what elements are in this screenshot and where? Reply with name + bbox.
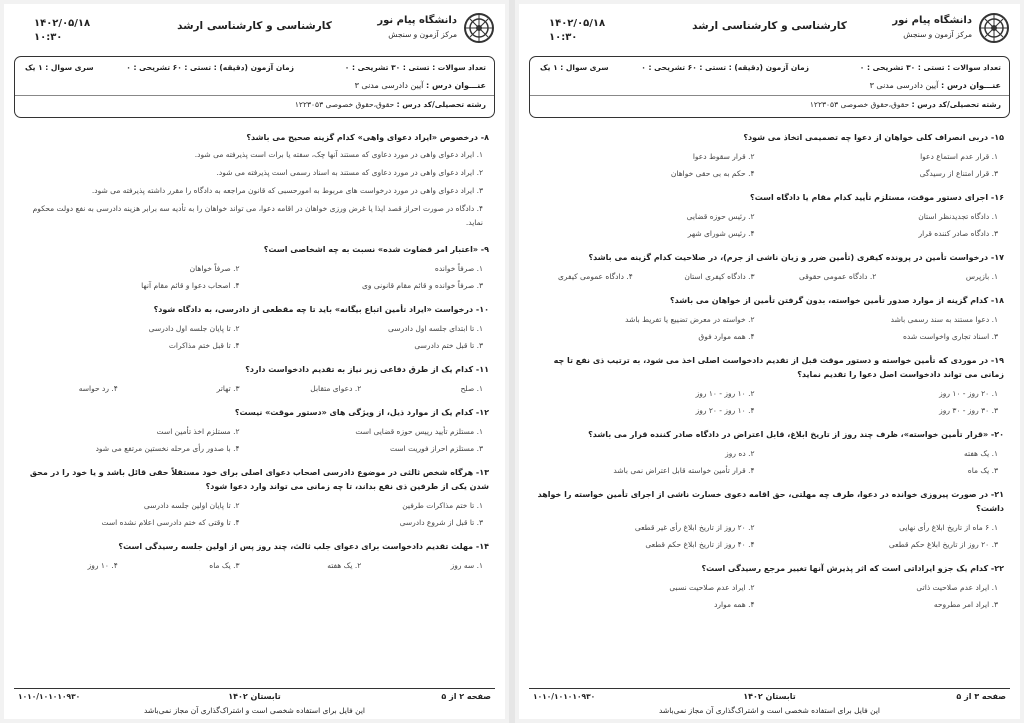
question-item: [18, 466, 491, 531]
field-value: حقوق،حقوق خصوصی ۱۲۲۳۰۵۳: [809, 100, 910, 109]
answer-option: ۲. ایراد عدم صلاحیت نسبی: [669, 583, 755, 592]
question-item: [533, 428, 1006, 479]
field-of-study: [295, 100, 486, 109]
answer-option: ۴. قرار تأمین خواسته قابل اعتراض نمی باشد: [613, 466, 755, 475]
course-title: [870, 81, 1001, 90]
options-group: [18, 557, 491, 574]
options-group: [18, 320, 491, 354]
question-list: [533, 122, 1006, 682]
field-value: حقوق،حقوق خصوصی ۱۲۲۳۰۵۳: [294, 100, 395, 109]
question-item: [533, 488, 1006, 553]
question-list: [18, 122, 491, 682]
course-label: عنـــوان درس :: [940, 81, 1001, 90]
options-group: [533, 385, 1006, 419]
page-footer: [14, 688, 495, 704]
exam-title: کارشناسی و کارشناسی ارشد: [692, 20, 847, 32]
answer-option: ۴. رد حواسه: [78, 384, 118, 393]
usage-note: این فایل برای استفاده شخصی است و اشتراک‌گذاری آن مجاز نمی‌باشد: [658, 706, 881, 715]
question-item: [18, 406, 491, 457]
answer-option: ۴. با صدور رأی مرحله نخستین مرتفع می شود: [95, 444, 240, 453]
semester: تابستان ۱۴۰۲: [743, 692, 796, 701]
question-item: [533, 562, 1006, 613]
question-item: [18, 363, 491, 397]
options-group: [533, 579, 1006, 613]
answer-option: ۴. حکم به بی حقی خواهان: [670, 169, 755, 178]
answer-option: ۲. قرار سقوط دعوا: [692, 152, 755, 161]
answer-option: ۲. رئیس حوزه قضایی: [686, 212, 755, 221]
question-series: سری سوال : ۱ یک: [540, 63, 609, 72]
answer-option: ۳. تا قبل از شروع دادرسی: [399, 518, 483, 527]
exam-duration: زمان آزمون (دقیقه) : تستی : ۶۰ تشریحی : ۰: [126, 63, 294, 72]
options-group: [18, 380, 491, 397]
question-item: [533, 191, 1006, 242]
answer-option: ۳. دادگاه صادر کننده قرار: [918, 229, 998, 238]
options-group: [18, 260, 491, 294]
question-item: [18, 131, 491, 234]
question-counts: تعداد سوالات : تستی : ۳۰ تشریحی : ۰: [344, 63, 486, 72]
field-label: رشته تحصیلی/کد درس :: [911, 100, 1001, 109]
page-number: صفحه ۲ از ۵: [441, 692, 491, 701]
answer-option: ۳. ایراد دعوای واهی در مورد درخواست های مربوط به امورحسبی که قانون مراجعه به دادگاه را مقرر داشته پذیرفته می شود.: [91, 186, 483, 195]
page-header: [14, 10, 495, 50]
answer-option: ۴. دادگاه در صورت احراز قصد ایذا یا غرض ورزی خواهان در اقامه دعوا، می تواند خواهان را به تأدیه سه برابر هزینه دادرسی به نفع دولت محکوم نماید.: [32, 204, 483, 227]
course-label: عنـــوان درس :: [425, 81, 486, 90]
answer-option: ۳. یک ماه: [209, 561, 240, 570]
question-text: ۱۱- کدام یک از طرق دفاعی زیر نیاز به تقدیم دادخواست دارد؟: [245, 365, 489, 374]
answer-option: ۳. اسناد تجاری واخواست شده: [902, 332, 998, 341]
answer-option: ۱. یک هفته: [963, 449, 998, 458]
field-label: رشته تحصیلی/کد درس :: [396, 100, 486, 109]
answer-option: ۳. صرفاً خوانده و قائم مقام قانونی وی: [361, 281, 483, 290]
question-series: سری سوال : ۱ یک: [25, 63, 94, 72]
options-group: [18, 148, 491, 234]
course-value: آیین دادرسی مدنی ۳: [869, 81, 939, 90]
answer-option: ۱. دادگاه تجدیدنظر استان: [918, 212, 998, 221]
exam-time: ۱۰:۳۰: [34, 32, 63, 43]
question-text: ۱۲- کدام یک از موارد ذیل، از ویژگی های «دستور موقت» نیست؟: [234, 408, 489, 417]
semester: تابستان ۱۴۰۲: [228, 692, 281, 701]
answer-option: ۴. رئیس شورای شهر: [687, 229, 755, 238]
page-footer: [529, 688, 1010, 704]
exam-duration: زمان آزمون (دقیقه) : تستی : ۶۰ تشریحی : ۰: [641, 63, 809, 72]
answer-option: ۳. یک ماه: [967, 466, 998, 475]
answer-option: ۴. ۱۰ روز: [87, 561, 118, 570]
answer-option: ۱. دعوا مستند به سند رسمی باشد: [890, 315, 998, 324]
answer-option: ۲. یک هفته: [327, 561, 362, 570]
info-divider: [15, 95, 494, 96]
answer-option: ۴. تا وقتی که ختم دادرسی اعلام نشده است: [101, 518, 240, 527]
question-text: ۲۲- کدام یک جزو ایراداتی است که اثر پذیرش آنها تغییر مرجع رسیدگی است؟: [701, 564, 1004, 573]
exam-date: ۱۴۰۲/۰۵/۱۸: [549, 18, 606, 29]
page-gap: [509, 0, 515, 723]
answer-option: ۳. تهاتر: [216, 384, 240, 393]
answer-option: ۲. تا پایان اولین جلسه دادرسی: [143, 501, 240, 510]
answer-option: ۴. اصحاب دعوا و قائم مقام آنها: [141, 281, 240, 290]
answer-option: ۲. ۲۰ روز از تاریخ ابلاغ رأی غیر قطعی: [634, 523, 755, 532]
answer-option: ۲. تا پایان جلسه اول دادرسی: [148, 324, 240, 333]
answer-option: ۲. خواسته در معرض تضییع یا تفریط باشد: [625, 315, 755, 324]
exam-page-2: [4, 4, 505, 719]
question-item: [18, 243, 491, 294]
answer-option: ۱. صرفاً خوانده: [434, 264, 483, 273]
usage-note: این فایل برای استفاده شخصی است و اشتراک‌گذاری آن مجاز نمی‌باشد: [143, 706, 366, 715]
question-text: ۲۱- در صورت پیروزی خوانده در دعوا، طرف چه مهلتی، حق اقامه دعوی خسارت ناشی از اجرای تأمین خواسته را خواهد داشت؟: [537, 490, 1004, 513]
options-group: [533, 148, 1006, 182]
answer-option: ۴. همه موارد فوق: [698, 332, 755, 341]
answer-option: ۱. ۶ ماه از تاریخ ابلاغ رأی نهایی: [899, 523, 998, 532]
exam-page-3: [519, 4, 1020, 719]
university-name: دانشگاه پیام نور: [892, 15, 972, 26]
answer-option: ۱. بازپرس: [965, 272, 998, 281]
options-group: [533, 445, 1006, 479]
options-group: [18, 423, 491, 457]
question-text: ۱۸- کدام گزینه از موارد صدور تأمین خواسته، بدون گرفتن تأمین از خواهان می باشد؟: [670, 296, 1004, 305]
options-group: [533, 311, 1006, 345]
answer-option: ۲. ده روز: [725, 449, 755, 458]
answer-option: ۲. صرفاً خواهان: [189, 264, 240, 273]
answer-option: ۴. دادگاه عمومی کیفری: [558, 272, 633, 281]
question-text: ۱۵- دربی انصراف کلی خواهان از دعوا چه تصمیمی اتخاذ می شود؟: [743, 133, 1004, 142]
info-divider: [530, 95, 1009, 96]
answer-option: ۱. ۲۰ روز - ۱۰ روز: [939, 389, 998, 398]
center-name: مرکز آزمون و سنجش: [388, 30, 457, 39]
field-of-study: [810, 100, 1001, 109]
options-group: [533, 519, 1006, 553]
question-text: ۱۴- مهلت تقدیم دادخواست برای دعوای جلب ثالث، چند روز پس از اولین جلسه رسیدگی است؟: [118, 542, 489, 551]
exam-info-box: [14, 56, 495, 118]
question-text: ۸- درخصوص «ایراد دعوای واهی» کدام گزینه صحیح می باشد؟: [246, 133, 489, 142]
question-text: ۲۰- «قرار تأمین خواسته»، ظرف چند روز از تاریخ ابلاغ، قابل اعتراض در دادگاه صادر کننده قرار می باشد؟: [588, 430, 1004, 439]
answer-option: ۲. دادگاه عمومی حقوقی: [799, 272, 877, 281]
options-group: [533, 208, 1006, 242]
center-name: مرکز آزمون و سنجش: [903, 30, 972, 39]
page-code: ۱۰۱۰/۱۰۱۰۱۰۹۳۰: [533, 692, 596, 701]
page-number: صفحه ۳ از ۵: [956, 692, 1006, 701]
answer-option: ۳. ۲۰ روز از تاریخ ابلاغ حکم قطعی: [888, 540, 998, 549]
question-item: [18, 540, 491, 574]
answer-option: ۱. ایراد عدم صلاحیت ذاتی: [916, 583, 998, 592]
options-group: [533, 268, 1006, 285]
question-text: ۱۹- در موردی که تأمین خواسته و دستور موقت قبل از تقدیم دادخواست اصلی اخذ می شود، به ترتیب ذی نفع تا چه زمانی می تواند دادخواست اصل دعوا را تقدیم نماید؟: [553, 356, 1004, 379]
question-text: ۹- «اعتبار امر قضاوت شده» نسبت به چه اشخاصی است؟: [263, 245, 489, 254]
answer-option: ۳. ۳۰ روز - ۳۰ روز: [939, 406, 998, 415]
course-title: [355, 81, 486, 90]
question-counts: تعداد سوالات : تستی : ۳۰ تشریحی : ۰: [859, 63, 1001, 72]
answer-option: ۳. مستلزم احراز فوریت است: [389, 444, 483, 453]
answer-option: ۱. ایراد دعوای واهی در مورد دعاوی که مستند آنها چک، سفته یا برات است پذیرفته می شود.: [194, 150, 483, 159]
answer-option: ۲. دعوای متقابل: [310, 384, 362, 393]
answer-option: ۴. ۱۰ روز - ۲۰ روز: [695, 406, 755, 415]
page-header: [529, 10, 1010, 50]
question-text: ۱۷- درخواست تأمین در پرونده کیفری (تأمین ضرر و زیان ناشی از جرم)، در صلاحیت کدام گزینه می باشد؟: [588, 253, 1004, 262]
question-item: [533, 354, 1006, 419]
page-code: ۱۰۱۰/۱۰۱۰۱۰۹۳۰: [18, 692, 81, 701]
question-text: ۱۶- اجرای دستور موقت، مستلزم تأیید کدام مقام یا دادگاه است؟: [750, 193, 1004, 202]
question-item: [18, 303, 491, 354]
question-item: [533, 131, 1006, 182]
exam-time: ۱۰:۳۰: [549, 32, 578, 43]
answer-option: ۲. مستلزم اخذ تأمین است: [156, 427, 240, 436]
answer-option: ۳. ایراد امر مطروحه: [933, 600, 998, 609]
answer-option: ۱. مستلزم تأیید رییس حوزه قضایی است: [355, 427, 483, 436]
answer-option: ۳. تا قبل ختم دادرسی: [414, 341, 483, 350]
answer-option: ۱. قرار عدم استماع دعوا: [920, 152, 998, 161]
answer-option: ۱. سه روز: [450, 561, 483, 570]
answer-option: ۲. ایراد دعوای واهی در مورد دعاوی که مستند به اسناد رسمی است پذیرفته می شود.: [216, 168, 483, 177]
university-name: دانشگاه پیام نور: [377, 15, 457, 26]
exam-title: کارشناسی و کارشناسی ارشد: [177, 20, 332, 32]
answer-option: ۴. ۴۰ روز از تاریخ ابلاغ حکم قطعی: [645, 540, 755, 549]
course-value: آیین دادرسی مدنی ۳: [354, 81, 424, 90]
answer-option: ۱. تا ختم مذاکرات طرفین: [402, 501, 483, 510]
exam-date: ۱۴۰۲/۰۵/۱۸: [34, 18, 91, 29]
options-group: [18, 497, 491, 531]
question-text: ۱۳- هرگاه شخص ثالثی در موضوع دادرسی اصحاب دعوای اصلی برای خود مستقلاً حقی قائل باشد و یا خود را در محق شدن یکی از طرفین ذی نفع بداند، تا چه زمانی می تواند وارد دعوا شود؟: [29, 468, 489, 491]
question-text: ۱۰- درخواست «ایراد تأمین اتباع بیگانه» باید تا چه مقطعی از دادرسی، به دادگاه شود؟: [153, 305, 489, 314]
answer-option: ۱. صلح: [460, 384, 483, 393]
answer-option: ۳. قرار امتناع از رسیدگی: [919, 169, 998, 178]
answer-option: ۲. ۱۰ روز - ۱۰ روز: [695, 389, 755, 398]
answer-option: ۴. همه موارد: [714, 600, 755, 609]
exam-info-box: [529, 56, 1010, 118]
answer-option: ۱. تا ابتدای جلسه اول دادرسی: [388, 324, 483, 333]
answer-option: ۴. تا قبل ختم مذاکرات: [168, 341, 240, 350]
answer-option: ۳. دادگاه کیفری استان: [684, 272, 755, 281]
question-item: [533, 294, 1006, 345]
question-item: [533, 251, 1006, 285]
